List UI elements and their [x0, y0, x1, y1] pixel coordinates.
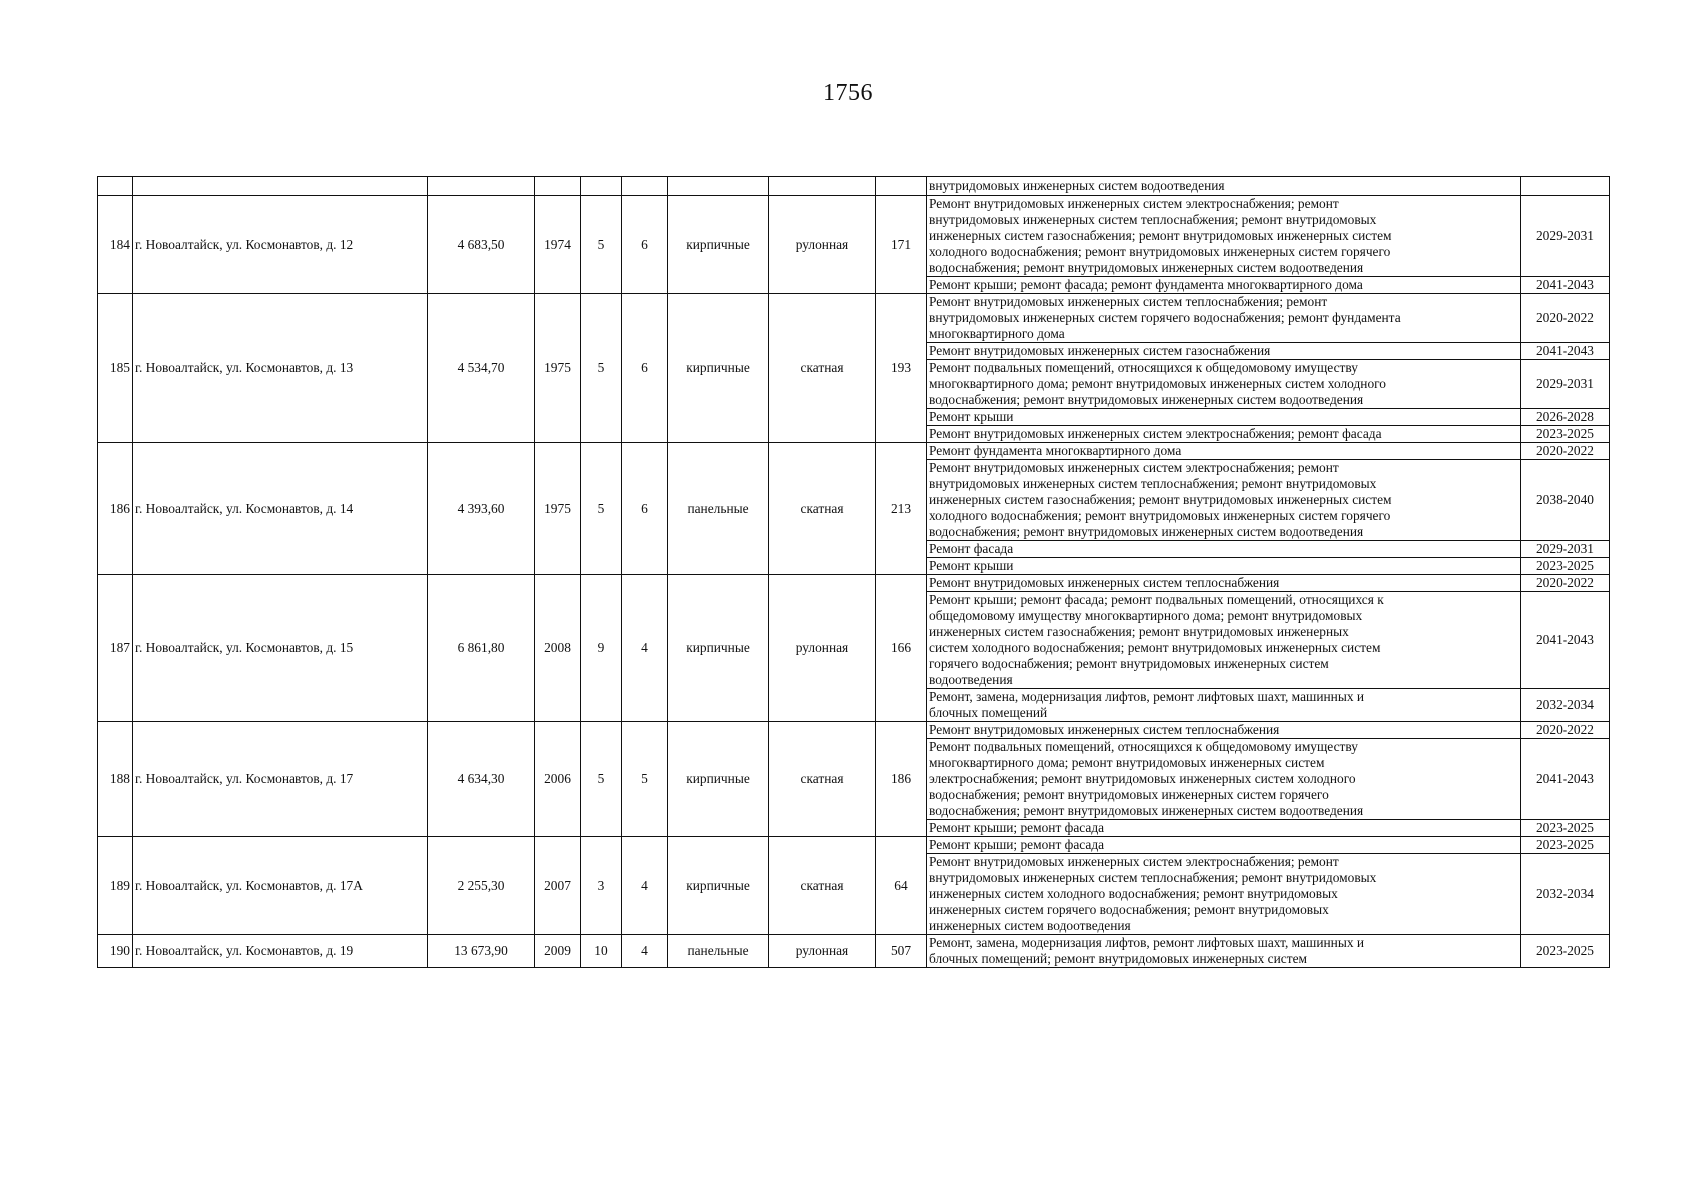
- building-floors: 5: [581, 722, 622, 837]
- work-line: общедомовому имуществу многоквартирного дома; ремонт внутридомовых: [929, 608, 1363, 623]
- building-floors: 5: [581, 196, 622, 294]
- building-walls: кирпичные: [668, 196, 769, 294]
- work-line: водоснабжения; ремонт внутридомовых инженерных систем водоотведения: [929, 803, 1364, 818]
- work-line: Ремонт подвальных помещений, относящихся к общедомовому имуществу: [929, 739, 1358, 754]
- table-row: [98, 935, 1610, 968]
- building-number: 190: [98, 935, 133, 968]
- work-line: Ремонт подвальных помещений, относящихся к общедомовому имуществу: [929, 360, 1358, 375]
- work-description: [927, 854, 1521, 935]
- entrances-cell: [622, 177, 668, 196]
- building-roof: рулонная: [769, 575, 876, 722]
- work-line: Ремонт внутридомовых инженерных систем газоснабжения: [929, 343, 1271, 358]
- building-area: 4 634,30: [428, 722, 535, 837]
- building-floors: 3: [581, 837, 622, 935]
- work-description: [927, 575, 1521, 592]
- residents-cell: [876, 177, 927, 196]
- work-line: многоквартирного дома; ремонт внутридомовых инженерных систем: [929, 755, 1325, 770]
- work-line: Ремонт фасада: [929, 541, 1014, 556]
- work-period: 2026-2028: [1521, 409, 1610, 426]
- work-period: 2023-2025: [1521, 837, 1610, 854]
- work-line: водоснабжения; ремонт внутридомовых инженерных систем горячего: [929, 787, 1329, 802]
- work-period: 2029-2031: [1521, 196, 1610, 277]
- work-line: Ремонт крыши; ремонт фасада: [929, 820, 1105, 835]
- work-line: Ремонт крыши; ремонт фасада; ремонт фундамента многоквартирного дома: [929, 277, 1363, 292]
- table-row: [98, 294, 1610, 343]
- address-cell: [133, 177, 428, 196]
- work-line: инженерных систем газоснабжения; ремонт внутридомовых инженерных систем: [929, 492, 1392, 507]
- building-address: г. Новоалтайск, ул. Космонавтов, д. 13: [133, 294, 428, 443]
- work-description: [927, 837, 1521, 854]
- building-walls: кирпичные: [668, 722, 769, 837]
- page-number: 1756: [823, 80, 873, 106]
- work-line: водоснабжения; ремонт внутридомовых инженерных систем водоотведения: [929, 260, 1364, 275]
- building-year: 2009: [535, 935, 581, 968]
- building-number: 189: [98, 837, 133, 935]
- work-line: блочных помещений; ремонт внутридомовых инженерных систем: [929, 951, 1307, 966]
- building-entrances: 4: [622, 935, 668, 968]
- work-period: 2020-2022: [1521, 443, 1610, 460]
- work-description: [927, 820, 1521, 837]
- work-period: 2029-2031: [1521, 541, 1610, 558]
- building-entrances: 5: [622, 722, 668, 837]
- area-cell: [428, 177, 535, 196]
- building-residents: 213: [876, 443, 927, 575]
- work-description: [927, 689, 1521, 722]
- work-line: горячего водоснабжения; ремонт внутридомовых инженерных систем: [929, 656, 1329, 671]
- building-walls: кирпичные: [668, 837, 769, 935]
- building-number: 185: [98, 294, 133, 443]
- building-entrances: 6: [622, 196, 668, 294]
- building-entrances: 6: [622, 443, 668, 575]
- building-area: 4 393,60: [428, 443, 535, 575]
- work-description: [927, 426, 1521, 443]
- work-line: инженерных систем горячего водоснабжения; ремонт внутридомовых: [929, 902, 1329, 917]
- work-line: Ремонт фундамента многоквартирного дома: [929, 443, 1182, 458]
- work-description: [927, 558, 1521, 575]
- work-line: холодного водоснабжения; ремонт внутридомовых инженерных систем горячего: [929, 244, 1391, 259]
- repair-program-table: [97, 176, 1610, 968]
- table-row: [98, 722, 1610, 739]
- building-residents: 186: [876, 722, 927, 837]
- work-line: Ремонт внутридомовых инженерных систем теплоснабжения; ремонт: [929, 294, 1328, 309]
- work-description: [927, 935, 1521, 968]
- work-line: внутридомовых инженерных систем теплоснабжения; ремонт внутридомовых: [929, 870, 1377, 885]
- building-roof: скатная: [769, 722, 876, 837]
- building-entrances: 4: [622, 837, 668, 935]
- work-period: 2032-2034: [1521, 854, 1610, 935]
- work-description: [927, 739, 1521, 820]
- year-cell: [535, 177, 581, 196]
- work-line: Ремонт внутридомовых инженерных систем теплоснабжения: [929, 575, 1280, 590]
- work-line: Ремонт, замена, модернизация лифтов, ремонт лифтовых шахт, машинных и: [929, 935, 1365, 950]
- building-residents: 193: [876, 294, 927, 443]
- work-line: холодного водоснабжения; ремонт внутридомовых инженерных систем горячего: [929, 508, 1391, 523]
- work-line: инженерных систем холодного водоснабжения; ремонт внутридомовых: [929, 886, 1338, 901]
- building-walls: панельные: [668, 935, 769, 968]
- work-line: Ремонт внутридомовых инженерных систем теплоснабжения: [929, 722, 1280, 737]
- building-address: г. Новоалтайск, ул. Космонавтов, д. 19: [133, 935, 428, 968]
- work-line: Ремонт внутридомовых инженерных систем электроснабжения; ремонт: [929, 196, 1339, 211]
- building-walls: кирпичные: [668, 575, 769, 722]
- building-number: 188: [98, 722, 133, 837]
- building-floors: 5: [581, 294, 622, 443]
- table-body: [98, 177, 1610, 968]
- work-period: 2020-2022: [1521, 294, 1610, 343]
- building-roof: рулонная: [769, 935, 876, 968]
- work-line: многоквартирного дома: [929, 326, 1065, 341]
- work-period: 2041-2043: [1521, 592, 1610, 689]
- work-line: инженерных систем газоснабжения; ремонт внутридомовых инженерных: [929, 624, 1349, 639]
- building-address: г. Новоалтайск, ул. Космонавтов, д. 12: [133, 196, 428, 294]
- building-entrances: 6: [622, 294, 668, 443]
- building-year: 1975: [535, 294, 581, 443]
- work-description: [927, 722, 1521, 739]
- continuation-row: [98, 177, 1610, 196]
- building-address: г. Новоалтайск, ул. Космонавтов, д. 17: [133, 722, 428, 837]
- work-period: 2041-2043: [1521, 277, 1610, 294]
- building-year: 2008: [535, 575, 581, 722]
- floors-cell: [581, 177, 622, 196]
- building-number: 184: [98, 196, 133, 294]
- work-line: Ремонт крыши; ремонт фасада: [929, 837, 1105, 852]
- work-description: [927, 443, 1521, 460]
- work-period: 2041-2043: [1521, 739, 1610, 820]
- work-line: многоквартирного дома; ремонт внутридомовых инженерных систем холодного: [929, 376, 1386, 391]
- work-line: Ремонт крыши: [929, 409, 1014, 424]
- building-area: 2 255,30: [428, 837, 535, 935]
- building-area: 4 683,50: [428, 196, 535, 294]
- building-area: 4 534,70: [428, 294, 535, 443]
- building-year: 2007: [535, 837, 581, 935]
- building-address: г. Новоалтайск, ул. Космонавтов, д. 15: [133, 575, 428, 722]
- work-cell: внутридомовых инженерных систем водоотведения: [927, 177, 1521, 196]
- building-address: г. Новоалтайск, ул. Космонавтов, д. 17А: [133, 837, 428, 935]
- work-description: [927, 294, 1521, 343]
- table-row: [98, 837, 1610, 854]
- building-roof: скатная: [769, 294, 876, 443]
- work-line: инженерных систем газоснабжения; ремонт внутридомовых инженерных систем: [929, 228, 1392, 243]
- work-period: 2023-2025: [1521, 426, 1610, 443]
- work-line: Ремонт, замена, модернизация лифтов, ремонт лифтовых шахт, машинных и: [929, 689, 1365, 704]
- work-line: водоснабжения; ремонт внутридомовых инженерных систем водоотведения: [929, 524, 1364, 539]
- work-description: [927, 541, 1521, 558]
- building-area: 6 861,80: [428, 575, 535, 722]
- work-line: водоотведения: [929, 672, 1013, 687]
- building-roof: рулонная: [769, 196, 876, 294]
- work-line: внутридомовых инженерных систем теплоснабжения; ремонт внутридомовых: [929, 212, 1377, 227]
- num-cell: [98, 177, 133, 196]
- work-period: 2023-2025: [1521, 558, 1610, 575]
- work-period: 2041-2043: [1521, 343, 1610, 360]
- building-year: 1975: [535, 443, 581, 575]
- work-description: [927, 196, 1521, 277]
- work-line: систем холодного водоснабжения; ремонт внутридомовых инженерных систем: [929, 640, 1381, 655]
- table-row: [98, 443, 1610, 460]
- work-line: Ремонт крыши: [929, 558, 1014, 573]
- table-row: [98, 196, 1610, 277]
- work-description: [927, 460, 1521, 541]
- building-year: 2006: [535, 722, 581, 837]
- building-entrances: 4: [622, 575, 668, 722]
- work-line: Ремонт крыши; ремонт фасада; ремонт подвальных помещений, относящихся к: [929, 592, 1384, 607]
- building-residents: 171: [876, 196, 927, 294]
- work-line: электроснабжения; ремонт внутридомовых инженерных систем холодного: [929, 771, 1356, 786]
- work-period: 2023-2025: [1521, 935, 1610, 968]
- building-address: г. Новоалтайск, ул. Космонавтов, д. 14: [133, 443, 428, 575]
- work-line: внутридомовых инженерных систем теплоснабжения; ремонт внутридомовых: [929, 476, 1377, 491]
- building-roof: скатная: [769, 443, 876, 575]
- walls-cell: [668, 177, 769, 196]
- building-residents: 166: [876, 575, 927, 722]
- building-floors: 10: [581, 935, 622, 968]
- work-description: [927, 592, 1521, 689]
- work-period: 2023-2025: [1521, 820, 1610, 837]
- building-residents: 64: [876, 837, 927, 935]
- work-line: инженерных систем водоотведения: [929, 918, 1131, 933]
- work-description: [927, 409, 1521, 426]
- work-period: 2020-2022: [1521, 575, 1610, 592]
- building-walls: панельные: [668, 443, 769, 575]
- work-period: 2020-2022: [1521, 722, 1610, 739]
- building-floors: 9: [581, 575, 622, 722]
- building-number: 187: [98, 575, 133, 722]
- work-period: 2029-2031: [1521, 360, 1610, 409]
- work-period: 2032-2034: [1521, 689, 1610, 722]
- roof-cell: [769, 177, 876, 196]
- work-line: внутридомовых инженерных систем горячего водоснабжения; ремонт фундамента: [929, 310, 1401, 325]
- building-roof: скатная: [769, 837, 876, 935]
- work-period: 2038-2040: [1521, 460, 1610, 541]
- building-area: 13 673,90: [428, 935, 535, 968]
- work-line: блочных помещений: [929, 705, 1048, 720]
- building-floors: 5: [581, 443, 622, 575]
- work-description: [927, 277, 1521, 294]
- table-row: [98, 575, 1610, 592]
- work-line: водоснабжения; ремонт внутридомовых инженерных систем водоотведения: [929, 392, 1364, 407]
- work-line: Ремонт внутридомовых инженерных систем электроснабжения; ремонт: [929, 460, 1339, 475]
- work-description: [927, 360, 1521, 409]
- building-walls: кирпичные: [668, 294, 769, 443]
- period-cell: [1521, 177, 1610, 196]
- building-residents: 507: [876, 935, 927, 968]
- work-line: Ремонт внутридомовых инженерных систем электроснабжения; ремонт фасада: [929, 426, 1382, 441]
- work-description: [927, 343, 1521, 360]
- building-year: 1974: [535, 196, 581, 294]
- building-number: 186: [98, 443, 133, 575]
- work-line: Ремонт внутридомовых инженерных систем электроснабжения; ремонт: [929, 854, 1339, 869]
